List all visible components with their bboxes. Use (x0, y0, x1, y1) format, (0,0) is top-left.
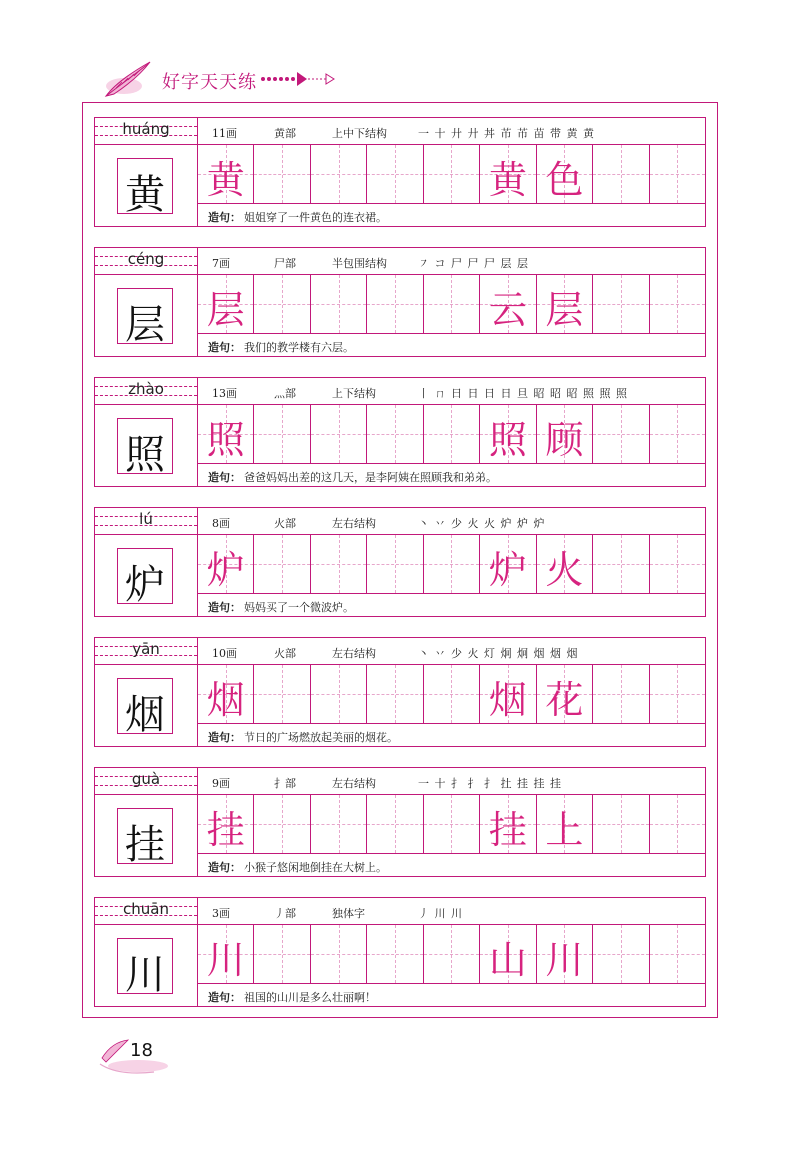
example-sentence: 我们的教学楼有六层。 (244, 341, 354, 354)
writing-cell[interactable] (480, 795, 536, 853)
character-entry (94, 897, 706, 1007)
practice-character: 川 (206, 938, 245, 982)
sentence-label: 造句： (208, 991, 241, 1004)
writing-cell[interactable] (311, 145, 367, 203)
page-footer (104, 1036, 184, 1080)
character-entry (94, 377, 706, 487)
structure: 左右结构 (332, 777, 376, 790)
pinyin-box (94, 377, 198, 405)
sentence-label: 造句： (208, 731, 241, 744)
writing-cell[interactable] (593, 925, 649, 983)
pinyin-box (94, 247, 198, 275)
pinyin: chuān (123, 900, 169, 918)
sentence-label: 造句： (208, 861, 241, 874)
writing-cell[interactable] (424, 275, 480, 333)
character-frame (117, 288, 173, 348)
radical: 黄部 (274, 127, 296, 140)
example-sentence: 姐姐穿了一件黄色的连衣裙。 (244, 211, 387, 224)
writing-grid (198, 535, 706, 593)
writing-grid (198, 665, 706, 723)
radical: 扌部 (274, 777, 296, 790)
writing-cell[interactable] (650, 665, 706, 723)
pinyin: yān (132, 640, 160, 658)
structure: 左右结构 (332, 647, 376, 660)
character-frame (117, 938, 173, 998)
character-info (198, 247, 706, 275)
model-character: 炉 (125, 562, 165, 608)
character-info (198, 767, 706, 795)
writing-cell[interactable] (650, 145, 706, 203)
character-box (94, 405, 198, 487)
writing-cell[interactable] (198, 275, 254, 333)
writing-cell[interactable] (480, 535, 536, 593)
writing-cell[interactable] (254, 535, 310, 593)
writing-cell[interactable] (424, 795, 480, 853)
writing-cell[interactable] (537, 405, 593, 463)
writing-cell[interactable] (593, 275, 649, 333)
writing-cell[interactable] (367, 405, 423, 463)
writing-grid (198, 925, 706, 983)
radical: 灬部 (274, 387, 296, 400)
pinyin-box (94, 897, 198, 925)
practice-character: 挂 (206, 808, 245, 852)
writing-cell[interactable] (367, 665, 423, 723)
radical: 火部 (274, 517, 296, 530)
practice-character: 火 (545, 548, 584, 592)
writing-cell[interactable] (650, 275, 706, 333)
example-sentence: 节日的广场燃放起美丽的烟花。 (244, 731, 398, 744)
practice-character: 照 (488, 418, 527, 462)
sentence-row (198, 463, 706, 487)
writing-cell[interactable] (480, 275, 536, 333)
sentence-row (198, 723, 706, 747)
model-character: 黄 (125, 172, 165, 218)
model-character: 层 (125, 302, 165, 348)
practice-character: 照 (206, 418, 245, 462)
pinyin-box (94, 507, 198, 535)
character-frame (117, 418, 173, 478)
writing-cell[interactable] (311, 405, 367, 463)
structure: 上下结构 (332, 387, 376, 400)
writing-cell[interactable] (537, 925, 593, 983)
practice-character: 川 (545, 938, 584, 982)
practice-character: 层 (206, 288, 245, 332)
practice-character: 花 (545, 678, 584, 722)
writing-cell[interactable] (254, 145, 310, 203)
writing-cell[interactable] (537, 795, 593, 853)
example-sentence: 祖国的山川是多么壮丽啊！ (244, 991, 376, 1004)
writing-cell[interactable] (480, 925, 536, 983)
radical: 尸部 (274, 257, 296, 270)
stroke-order: 一 十 扌 扌 扌 扗 挂 挂 挂 (418, 777, 562, 790)
character-box (94, 535, 198, 617)
writing-cell[interactable] (650, 795, 706, 853)
writing-cell[interactable] (254, 275, 310, 333)
example-sentence: 妈妈买了一个微波炉。 (244, 601, 354, 614)
stroke-count: 3画 (212, 907, 230, 920)
pinyin-box (94, 117, 198, 145)
page-title: 好字天天练 (162, 72, 257, 93)
dotted-arrow-icon (260, 70, 336, 88)
practice-character: 黄 (488, 158, 527, 202)
writing-cell[interactable] (198, 405, 254, 463)
stroke-count: 7画 (212, 257, 230, 270)
writing-cell[interactable] (198, 795, 254, 853)
pinyin: lú (139, 510, 153, 528)
practice-character: 黄 (206, 158, 245, 202)
writing-grid (198, 145, 706, 203)
stroke-count: 8画 (212, 517, 230, 530)
writing-cell[interactable] (311, 925, 367, 983)
stroke-order: ㇇ コ 尸 尸 尸 层 层 (418, 257, 529, 270)
radical: 火部 (274, 647, 296, 660)
writing-cell[interactable] (367, 925, 423, 983)
sentence-row (198, 853, 706, 877)
writing-cell[interactable] (254, 925, 310, 983)
character-entry (94, 637, 706, 747)
page-number: 18 (130, 1040, 153, 1061)
sentence-row (198, 203, 706, 227)
sentence-label: 造句： (208, 341, 241, 354)
stroke-order: 丨 ㄇ 日 日 日 日 旦 昭 昭 昭 照 照 照 (418, 387, 628, 400)
writing-cell[interactable] (424, 925, 480, 983)
stroke-order: 一 十 廾 廾 丼 芇 芇 苗 带 黄 黄 (418, 127, 595, 140)
stroke-count: 9画 (212, 777, 230, 790)
practice-character: 炉 (488, 548, 527, 592)
writing-cell[interactable] (650, 925, 706, 983)
character-box (94, 145, 198, 227)
character-entry (94, 117, 706, 227)
sentence-row (198, 983, 706, 1007)
practice-character: 挂 (488, 808, 527, 852)
pinyin: huáng (122, 120, 170, 138)
writing-cell[interactable] (254, 405, 310, 463)
character-frame (117, 158, 173, 218)
writing-cell[interactable] (311, 535, 367, 593)
radical: 丿部 (274, 907, 296, 920)
practice-character: 云 (488, 288, 527, 332)
character-box (94, 925, 198, 1007)
writing-cell[interactable] (198, 535, 254, 593)
character-info (198, 507, 706, 535)
stroke-count: 11画 (212, 127, 237, 140)
character-box (94, 665, 198, 747)
writing-cell[interactable] (311, 665, 367, 723)
stroke-order: 丶 丷 少 火 灯 炯 炯 烟 烟 烟 (418, 647, 579, 660)
sentence-label: 造句： (208, 471, 241, 484)
pinyin: céng (127, 250, 165, 268)
model-character: 挂 (125, 822, 165, 868)
writing-cell[interactable] (537, 665, 593, 723)
practice-character: 上 (545, 808, 584, 852)
writing-grid (198, 405, 706, 463)
feather-pen-icon (100, 56, 160, 100)
writing-cell[interactable] (311, 795, 367, 853)
pinyin-box (94, 637, 198, 665)
model-character: 川 (125, 952, 165, 998)
writing-cell[interactable] (424, 535, 480, 593)
practice-character: 色 (545, 158, 584, 202)
writing-cell[interactable] (367, 535, 423, 593)
structure: 左右结构 (332, 517, 376, 530)
character-info (198, 897, 706, 925)
sentence-label: 造句： (208, 601, 241, 614)
structure: 半包围结构 (332, 257, 387, 270)
writing-cell[interactable] (593, 795, 649, 853)
practice-character: 烟 (488, 678, 527, 722)
sentence-label: 造句： (208, 211, 241, 224)
pinyin-box (94, 767, 198, 795)
writing-cell[interactable] (593, 535, 649, 593)
practice-character: 山 (488, 938, 527, 982)
character-box (94, 795, 198, 877)
page-header (100, 56, 400, 100)
pinyin: zhào (128, 380, 164, 398)
writing-cell[interactable] (480, 405, 536, 463)
stroke-count: 10画 (212, 647, 237, 660)
writing-cell[interactable] (424, 145, 480, 203)
writing-grid (198, 275, 706, 333)
character-box (94, 275, 198, 357)
writing-cell[interactable] (593, 145, 649, 203)
writing-cell[interactable] (424, 665, 480, 723)
writing-cell[interactable] (650, 405, 706, 463)
practice-character: 层 (545, 288, 584, 332)
model-character: 照 (125, 432, 165, 478)
sentence-row (198, 333, 706, 357)
practice-character: 顾 (545, 418, 584, 462)
writing-cell[interactable] (254, 665, 310, 723)
stroke-order: 丿 川 川 (418, 907, 463, 920)
writing-cell[interactable] (537, 145, 593, 203)
writing-cell[interactable] (198, 925, 254, 983)
writing-cell[interactable] (650, 535, 706, 593)
practice-character: 炉 (206, 548, 245, 592)
writing-cell[interactable] (367, 145, 423, 203)
character-info (198, 117, 706, 145)
writing-cell[interactable] (198, 665, 254, 723)
character-entry (94, 507, 706, 617)
model-character: 烟 (125, 692, 165, 738)
pinyin: guà (131, 770, 161, 788)
writing-cell[interactable] (367, 795, 423, 853)
character-entry (94, 247, 706, 357)
writing-cell[interactable] (311, 275, 367, 333)
example-sentence: 小猴子悠闲地倒挂在大树上。 (244, 861, 387, 874)
writing-cell[interactable] (367, 275, 423, 333)
writing-cell[interactable] (593, 665, 649, 723)
character-info (198, 637, 706, 665)
structure: 独体字 (332, 907, 365, 920)
character-frame (117, 548, 173, 608)
writing-cell[interactable] (198, 145, 254, 203)
sentence-row (198, 593, 706, 617)
writing-cell[interactable] (593, 405, 649, 463)
writing-cell[interactable] (254, 795, 310, 853)
practice-character: 烟 (206, 678, 245, 722)
example-sentence: 爸爸妈妈出差的这几天，是李阿姨在照顾我和弟弟。 (244, 471, 497, 484)
writing-cell[interactable] (480, 665, 536, 723)
stroke-order: 丶 丷 少 火 火 炉 炉 炉 (418, 517, 546, 530)
writing-grid (198, 795, 706, 853)
writing-cell[interactable] (424, 405, 480, 463)
character-frame (117, 808, 173, 868)
stroke-count: 13画 (212, 387, 237, 400)
character-entry (94, 767, 706, 877)
writing-cell[interactable] (537, 275, 593, 333)
writing-cell[interactable] (480, 145, 536, 203)
character-info (198, 377, 706, 405)
writing-cell[interactable] (537, 535, 593, 593)
character-frame (117, 678, 173, 738)
structure: 上中下结构 (332, 127, 387, 140)
